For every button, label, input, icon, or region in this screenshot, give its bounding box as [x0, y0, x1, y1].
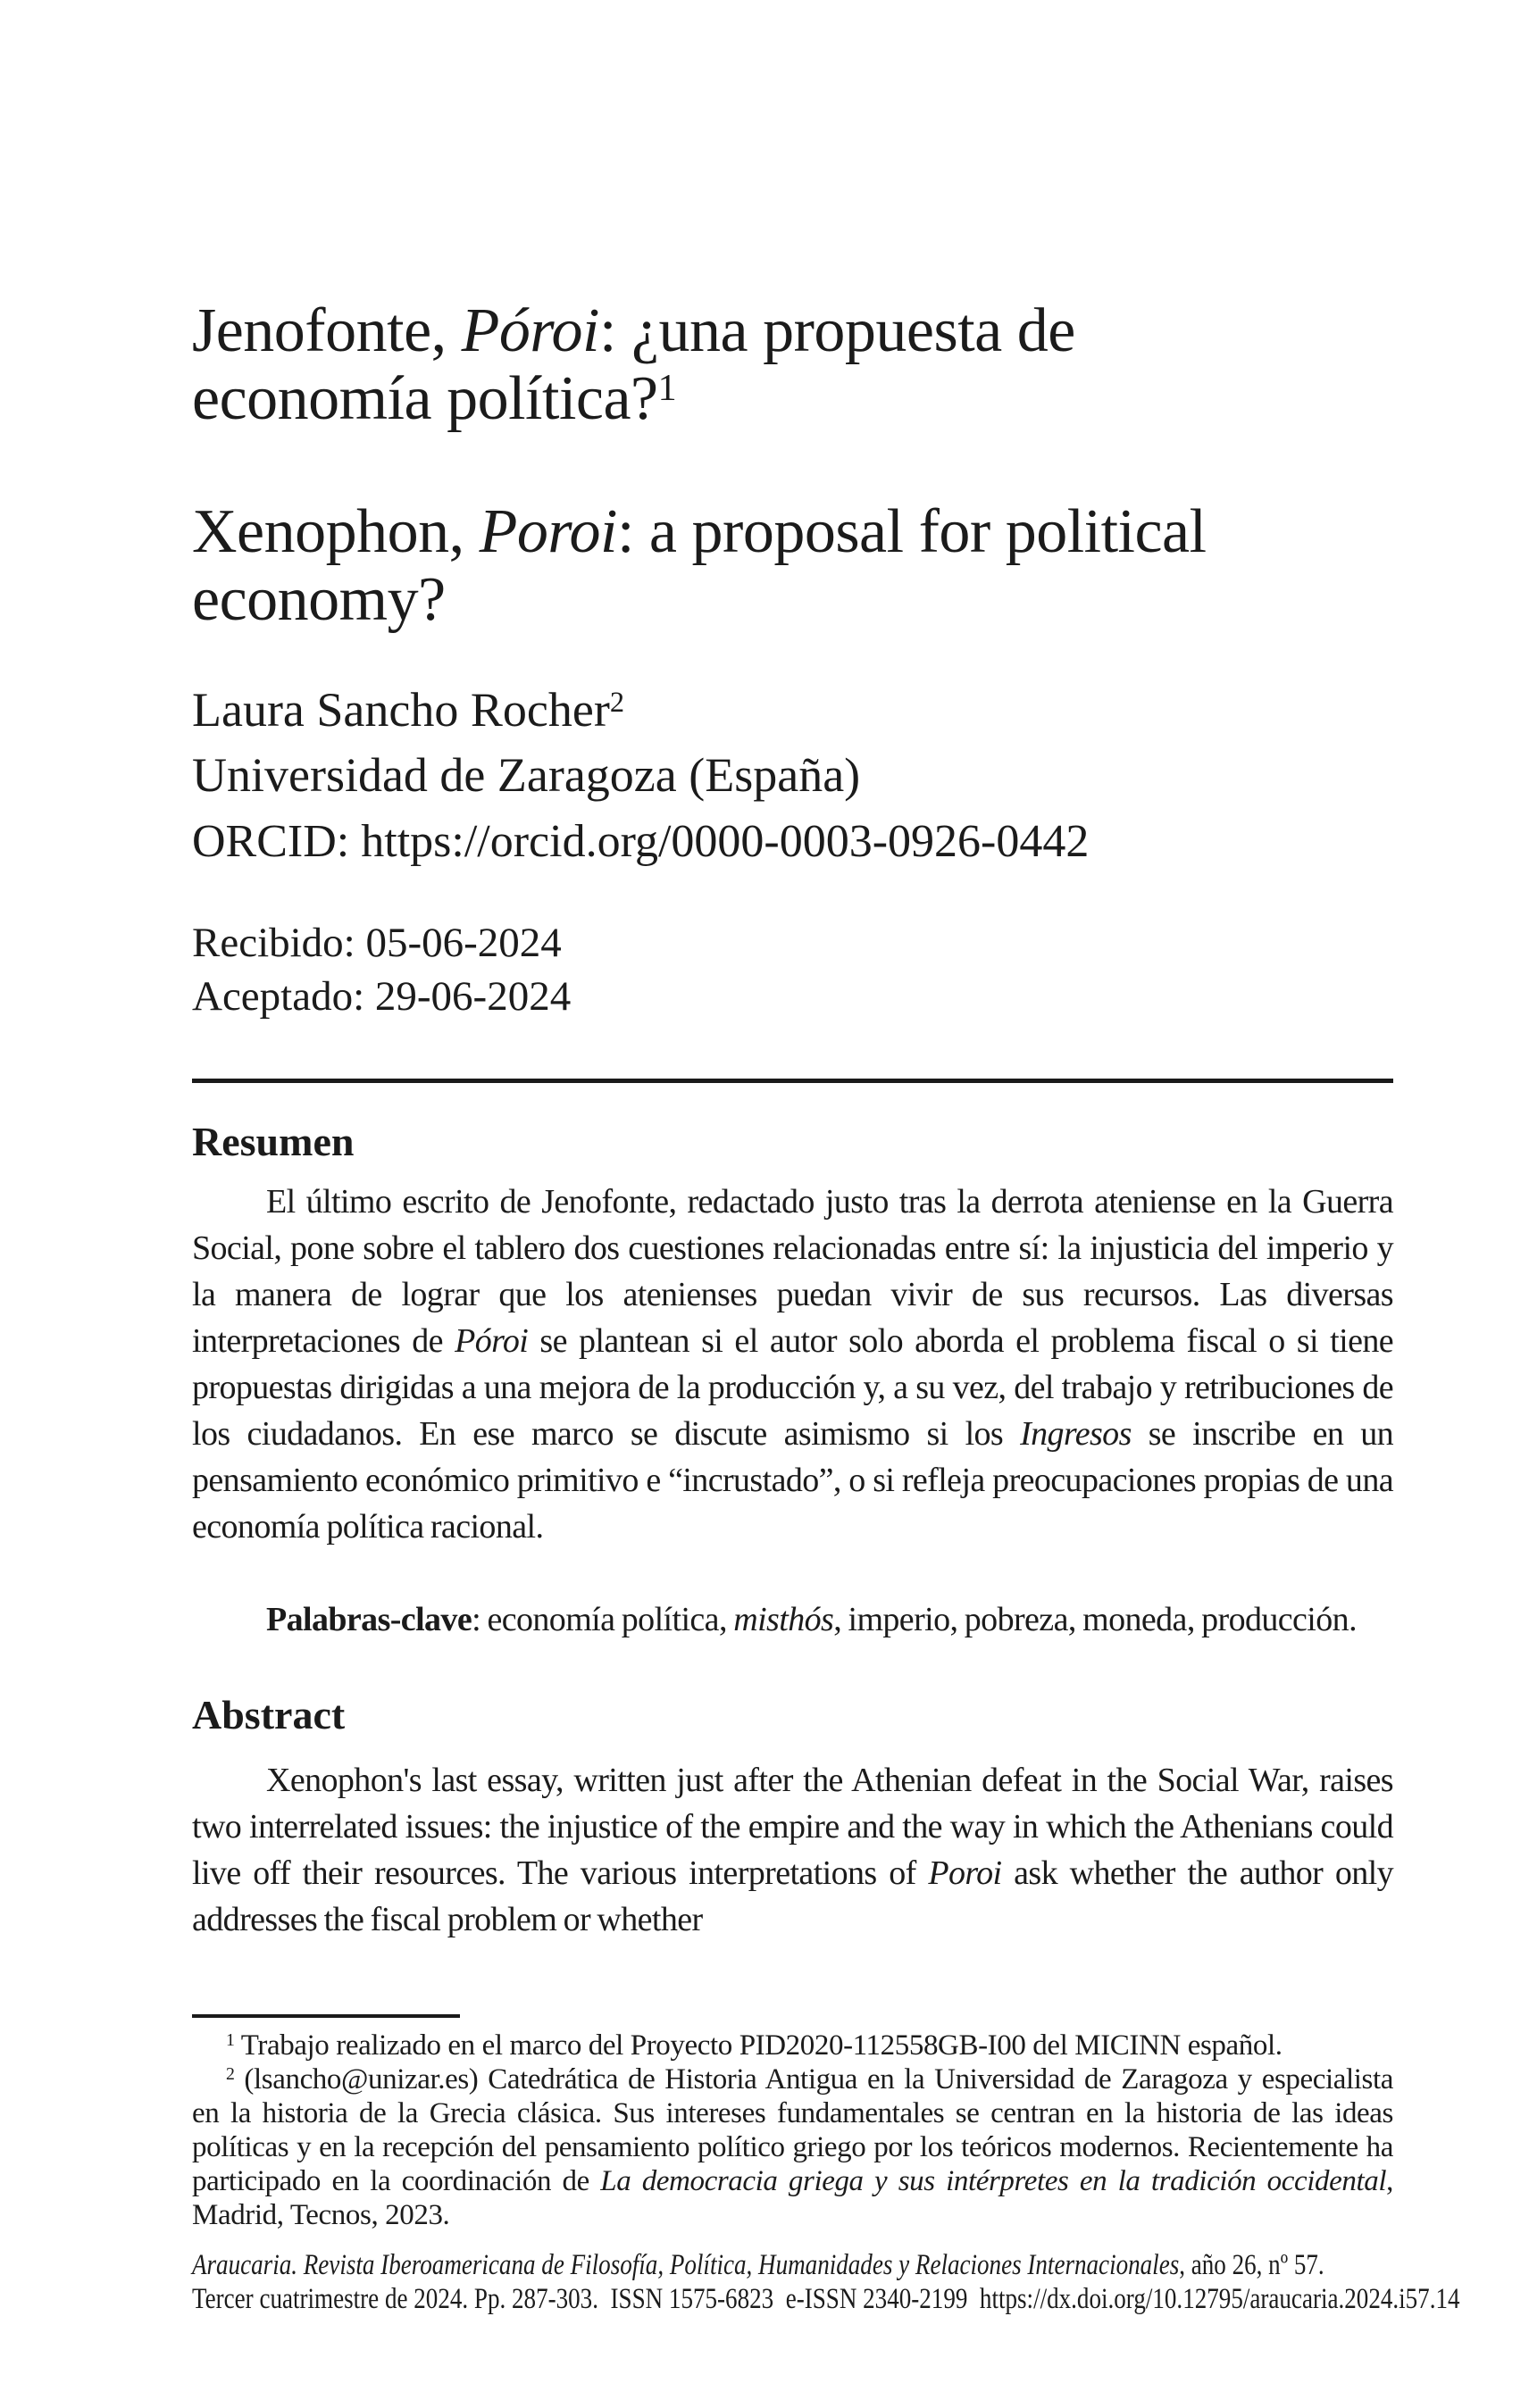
text-segment: Poroi	[928, 1854, 1002, 1892]
footnote-separator-rule	[192, 2014, 460, 2018]
journal-title: Araucaria. Revista Iberoamericana de Filosofía, Política, Humanidades y Relaciones Internacionales	[192, 2249, 1180, 2281]
orcid-link[interactable]: https://orcid.org/0000-0003-0926-0442	[361, 816, 1090, 867]
title-text: economía política?	[192, 364, 658, 433]
title-text: Jenofonte,	[192, 296, 462, 365]
footnote-marker-1: 1	[657, 368, 677, 409]
orcid-line	[192, 816, 1393, 868]
text-segment: Xenophon's last essay, written just after the Athenian defeat in the Social War, raises two interrelated issues: the injustice of the empire and the way in which the Athenians could live off their resources. The various interpretations of	[192, 1762, 1393, 1892]
doi-link[interactable]: https://dx.doi.org/10.12795/araucaria.2024.i57.14	[979, 2283, 1460, 2315]
content-flow	[192, 1179, 1393, 1943]
text-segment: Palabras-clave	[266, 1601, 472, 1638]
title-english-line1	[192, 498, 1393, 566]
text-segment: , Madrid, Tecnos, 2023.	[192, 2165, 1393, 2231]
text-segment: , imperio, pobreza, moneda, producción.	[833, 1601, 1357, 1638]
title-italic-poroi: Póroi	[461, 296, 599, 365]
footnote-marker-2: 2	[609, 686, 625, 719]
title-italic-poroi: Poroi	[479, 497, 617, 566]
text-segment: : economía política,	[472, 1601, 734, 1638]
text-segment: ask whether the author only addresses the fiscal problem or whether	[192, 1854, 1393, 1938]
keywords-paragraph	[192, 1596, 1393, 1643]
abstract-paragraph	[192, 1757, 1393, 1943]
title-spanish	[192, 297, 1393, 433]
section-divider-rule	[192, 1079, 1393, 1083]
footnote-1	[192, 2029, 1393, 2062]
text-segment: (lsancho@unizar.es) Catedrática de Historia Antigua en la Universidad de Zaragoza y especialista en la historia de la Grecia clásica. Sus intereses fundamentales se centran en la historia de las ideas políticas y en la recepción del pensamiento político griego por los teóricos modernos. Recientemente ha participado en la coordinación de	[192, 2063, 1393, 2197]
title-spanish-line1	[192, 297, 1393, 365]
author-name-text: Laura Sancho Rocher	[192, 683, 610, 737]
text-segment: se plantean si el autor solo aborda el problema fiscal o si tiene propuestas dirigidas a una mejora de la producción y, a su vez, del trabajo y retribuciones de los ciudadanos. En ese marco se discute asimismo si los	[192, 1322, 1393, 1453]
journal-issn-info: Tercer cuatrimestre de 2024. Pp. 287-303. ISSN 1575-6823 e-ISSN 2340-2199	[192, 2283, 980, 2315]
journal-footer-line2	[192, 2282, 1460, 2316]
title-text: : ¿una propuesta de	[599, 296, 1075, 365]
title-spanish-line2	[192, 365, 1393, 433]
journal-footer-line1	[192, 2248, 1437, 2282]
orcid-label: ORCID:	[192, 816, 362, 867]
text-segment: 1	[226, 2030, 235, 2051]
title-text: Xenophon,	[192, 497, 480, 566]
received-date: Recibido: 05-06-2024	[192, 920, 562, 966]
text-segment: Póroi	[455, 1322, 529, 1360]
text-segment: La democracia griega y sus intérpretes en la tradición occidental	[600, 2165, 1387, 2197]
resumen-paragraph	[192, 1179, 1393, 1550]
text-segment: Ingresos	[1020, 1415, 1132, 1453]
title-english-line2: economy?	[192, 565, 446, 634]
title-text: : a proposal for political	[616, 497, 1207, 566]
text-segment: 2	[226, 2064, 235, 2085]
text-segment: misthós	[733, 1601, 834, 1638]
text-segment: Trabajo realizado en el marco del Proyecto PID2020-112558GB-I00 del MICINN español.	[234, 2029, 1283, 2062]
text-segment: El último escrito de Jenofonte, redactado justo tras la derrota ateniense en la Guerra Social, pone sobre el tablero dos cuestiones relacionadas entre sí: la injusticia del imperio y la manera de lograr que los atenienses puedan vivir de sus recursos. Las diversas interpretaciones de	[192, 1183, 1393, 1360]
resumen-heading: Resumen	[192, 1119, 355, 1164]
journal-issue-info: , año 26, nº 57.	[1179, 2249, 1324, 2281]
accepted-date: Aceptado: 29-06-2024	[192, 973, 572, 1020]
text-segment: se inscribe en un pensamiento económico primitivo e “incrustado”, o si refleja preocupaciones propias de una economía política racional.	[192, 1415, 1393, 1546]
abstract-heading: Abstract	[192, 1692, 346, 1737]
title-english	[192, 498, 1393, 634]
author-affiliation: Universidad de Zaragoza (España)	[192, 748, 861, 802]
footnote-2	[192, 2062, 1393, 2232]
author-name	[192, 683, 1393, 737]
